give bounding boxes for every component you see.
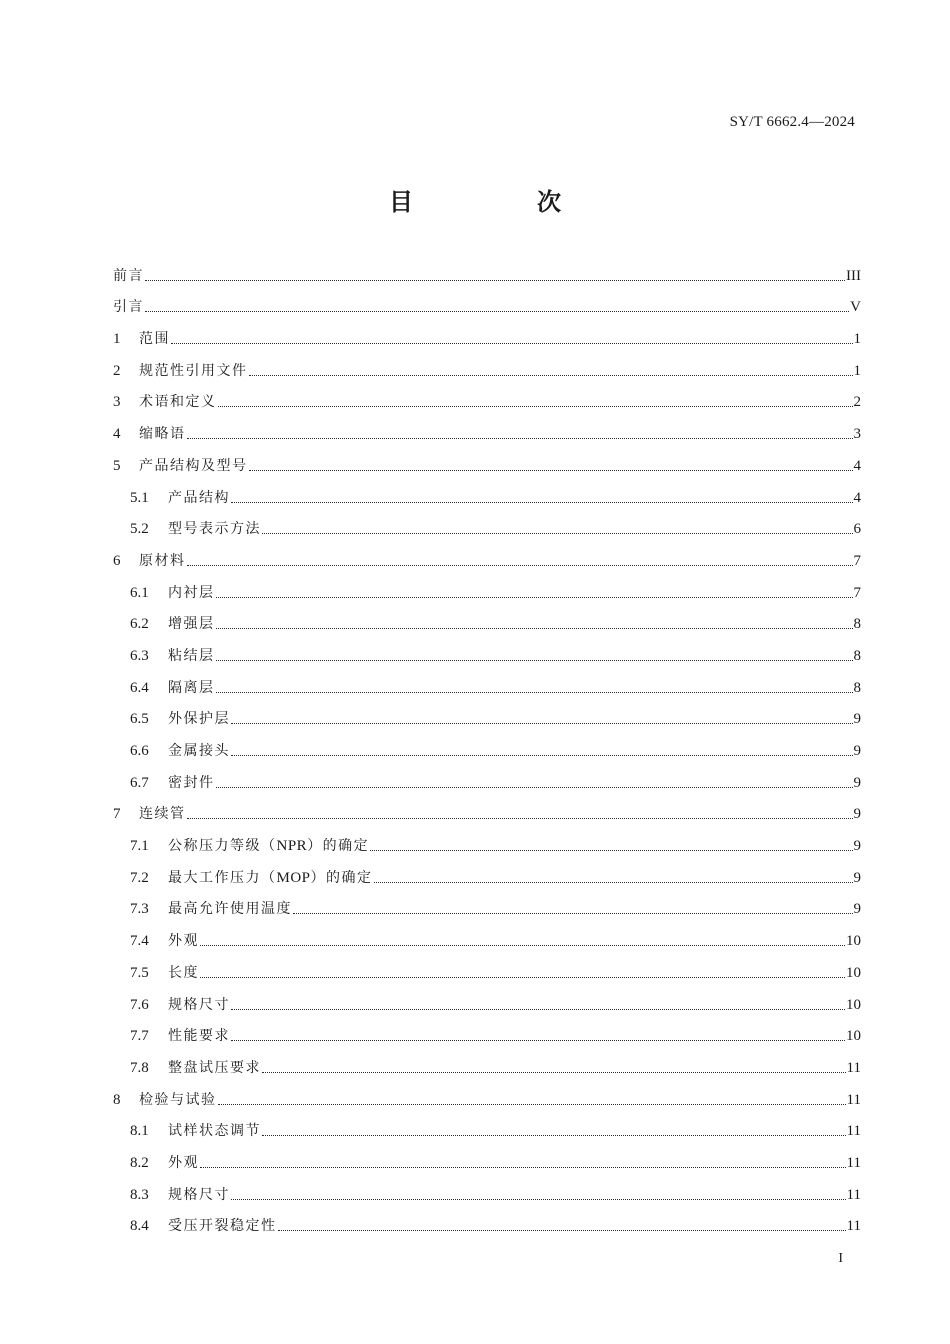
toc-entry-page: 4 — [853, 457, 861, 474]
toc-entry-label: 最高允许使用温度 — [168, 901, 292, 918]
toc-entry-number: 5.1 — [130, 489, 149, 506]
toc-entry-label: 规范性引用文件 — [139, 362, 248, 379]
toc-dot-leader — [374, 882, 853, 883]
toc-dot-leader — [216, 787, 853, 788]
toc-entry[interactable] — [113, 792, 861, 824]
toc-entry[interactable] — [113, 823, 861, 855]
toc-dot-leader — [262, 1135, 846, 1136]
toc-entry-number: 8.2 — [130, 1154, 149, 1171]
toc-dot-leader — [200, 1167, 846, 1168]
toc-entry-page: 8 — [853, 647, 861, 664]
toc-entry-label: 检验与试验 — [139, 1091, 217, 1108]
toc-entry-number: 1 — [113, 331, 121, 348]
toc-entry-label: 增强层 — [168, 616, 215, 633]
toc-entry-label: 整盘试压要求 — [168, 1059, 261, 1076]
toc-dot-leader — [249, 375, 853, 376]
toc-entry-label: 受压开裂稳定性 — [168, 1218, 277, 1235]
toc-entry[interactable] — [113, 348, 861, 380]
page-title: 目 次 — [389, 188, 611, 216]
toc-entry[interactable] — [113, 855, 861, 887]
toc-dot-leader — [216, 597, 853, 598]
toc-dot-leader — [145, 280, 845, 281]
toc-entry[interactable] — [113, 1140, 861, 1172]
toc-entry[interactable] — [113, 887, 861, 919]
toc-entry[interactable] — [113, 1172, 861, 1204]
toc-entry[interactable] — [113, 697, 861, 729]
toc-entry-page: 4 — [853, 489, 861, 506]
toc-entry-page: 7 — [853, 584, 861, 601]
toc-entry-label: 范围 — [139, 331, 170, 348]
toc-dot-leader — [231, 502, 853, 503]
toc-entry-number: 6.7 — [130, 774, 149, 791]
toc-entry-label: 产品结构 — [168, 489, 230, 506]
toc-dot-leader — [262, 533, 853, 534]
toc-entry-label: 粘结层 — [168, 647, 215, 664]
toc-entry[interactable] — [113, 380, 861, 412]
toc-entry-page: 10 — [846, 964, 861, 981]
toc-entry-label: 产品结构及型号 — [139, 457, 248, 474]
toc-entry[interactable] — [113, 538, 861, 570]
toc-dot-leader — [249, 470, 853, 471]
toc-dot-leader — [187, 818, 853, 819]
toc-entry-label: 外保护层 — [168, 711, 230, 728]
toc-entry-number: 3 — [113, 394, 121, 411]
toc-entry[interactable] — [113, 728, 861, 760]
toc-entry[interactable] — [113, 950, 861, 982]
toc-entry-page: 8 — [853, 679, 861, 696]
toc-entry-number: 7.1 — [130, 838, 149, 855]
toc-entry-number: 5 — [113, 457, 121, 474]
toc-entry-page: 11 — [846, 1091, 861, 1108]
toc-entry-page: 10 — [846, 933, 861, 950]
toc-entry-page: 11 — [846, 1186, 861, 1203]
toc-entry-page: 10 — [846, 996, 861, 1013]
toc-dot-leader — [145, 311, 849, 312]
toc-entry-number: 6.6 — [130, 743, 149, 759]
toc-dot-leader — [171, 343, 853, 344]
toc-entry-page: V — [850, 299, 861, 316]
toc-dot-leader — [231, 1009, 845, 1010]
document-code: SY/T 6662.4—2024 — [729, 114, 855, 130]
toc-entry-number: 6.2 — [130, 616, 149, 633]
toc-entry[interactable] — [113, 1109, 861, 1141]
toc-entry-page: 11 — [846, 1123, 861, 1140]
toc-entry[interactable] — [113, 1045, 861, 1077]
toc-entry-page: III — [846, 267, 861, 284]
toc-entry[interactable] — [113, 570, 861, 602]
toc-dot-leader — [231, 755, 853, 756]
page-number: I — [838, 1251, 843, 1266]
toc-entry-number: 7 — [113, 806, 121, 823]
toc-entry-number: 6.1 — [130, 584, 149, 601]
toc-entry-number: 7.2 — [130, 869, 149, 886]
toc-entry[interactable] — [113, 443, 861, 475]
toc-entry-label: 前言 — [113, 267, 144, 284]
toc-dot-leader — [218, 1104, 846, 1105]
toc-entry-label: 公称压力等级（NPR）的确定 — [168, 838, 370, 855]
toc-dot-leader — [262, 1072, 846, 1073]
toc-entry-page: 2 — [853, 394, 861, 411]
toc-entry-page: 11 — [846, 1059, 861, 1076]
toc-entry-page: 9 — [853, 711, 861, 728]
toc-dot-leader — [278, 1230, 846, 1231]
toc-entry[interactable] — [113, 602, 861, 634]
toc-entry[interactable] — [113, 253, 861, 285]
toc-entry-page: 9 — [853, 869, 861, 886]
toc-entry-label: 最大工作压力（MOP）的确定 — [168, 869, 373, 886]
toc-entry-number: 6.4 — [130, 679, 149, 696]
toc-entry-page: 9 — [853, 774, 861, 791]
toc-entry-label: 金属接头 — [168, 743, 230, 759]
toc-dot-leader — [187, 565, 853, 566]
toc-entry-label: 长度 — [168, 964, 199, 981]
toc-entry-number: 7.7 — [130, 1028, 149, 1045]
toc-entry-label: 内衬层 — [168, 584, 215, 601]
toc-entry-label: 型号表示方法 — [168, 521, 261, 538]
toc-entry[interactable] — [113, 633, 861, 665]
toc-entry-number: 6.3 — [130, 647, 149, 664]
toc-dot-leader — [200, 945, 845, 946]
toc-entry-number: 7.6 — [130, 996, 149, 1013]
toc-entry[interactable] — [113, 285, 861, 317]
toc-entry-page: 9 — [853, 743, 861, 759]
toc-entry-number: 6.5 — [130, 711, 149, 728]
toc-entry[interactable] — [113, 1077, 861, 1109]
toc-entry-number: 2 — [113, 362, 121, 379]
toc-entry-page: 9 — [853, 901, 861, 918]
toc-entry-label: 引言 — [113, 299, 144, 316]
toc-entry-label: 外观 — [168, 933, 199, 950]
toc-entry-label: 连续管 — [139, 806, 186, 823]
toc-entry[interactable] — [113, 982, 861, 1014]
toc-entry-number: 4 — [113, 426, 121, 443]
toc-entry[interactable] — [113, 1014, 861, 1046]
toc-entry-label: 原材料 — [139, 552, 186, 569]
toc-entry-number: 8.1 — [130, 1123, 149, 1140]
toc-dot-leader — [216, 692, 853, 693]
toc-entry-label: 外观 — [168, 1154, 199, 1171]
toc-entry-number: 8.3 — [130, 1186, 149, 1203]
toc-dot-leader — [218, 406, 853, 407]
toc-dot-leader — [200, 977, 845, 978]
toc-entry-label: 术语和定义 — [139, 394, 217, 411]
toc-entry[interactable] — [113, 760, 861, 792]
table-of-contents — [113, 253, 861, 1235]
toc-entry-number: 5.2 — [130, 521, 149, 538]
toc-entry-page: 3 — [853, 426, 861, 443]
toc-entry-number: 6 — [113, 552, 121, 569]
toc-entry-number: 7.3 — [130, 901, 149, 918]
toc-dot-leader — [216, 628, 853, 629]
toc-entry[interactable] — [113, 665, 861, 697]
toc-entry-page: 11 — [846, 1218, 861, 1235]
toc-dot-leader — [231, 723, 853, 724]
toc-entry-page: 9 — [853, 806, 861, 823]
toc-entry-page: 10 — [846, 1028, 861, 1045]
toc-entry-page: 8 — [853, 616, 861, 633]
toc-entry-number: 8.4 — [130, 1218, 149, 1235]
toc-dot-leader — [231, 1199, 846, 1200]
toc-entry-label: 规格尺寸 — [168, 1186, 230, 1203]
toc-dot-leader — [187, 438, 853, 439]
toc-entry-page: 9 — [853, 838, 861, 855]
toc-entry-number: 7.5 — [130, 964, 149, 981]
toc-entry-label: 性能要求 — [168, 1028, 230, 1045]
toc-entry[interactable] — [113, 918, 861, 950]
toc-entry-page: 7 — [853, 552, 861, 569]
toc-dot-leader — [231, 1040, 845, 1041]
toc-entry[interactable] — [113, 475, 861, 507]
toc-entry-page: 11 — [846, 1154, 861, 1171]
toc-entry-label: 缩略语 — [139, 426, 186, 443]
toc-dot-leader — [216, 660, 853, 661]
toc-entry[interactable] — [113, 1204, 861, 1236]
toc-entry-page: 6 — [853, 521, 861, 538]
toc-entry-number: 7.8 — [130, 1059, 149, 1076]
toc-entry-page: 1 — [853, 362, 861, 379]
toc-entry-label: 密封件 — [168, 774, 215, 791]
toc-entry-label: 试样状态调节 — [168, 1123, 261, 1140]
toc-entry-page: 1 — [853, 331, 861, 348]
toc-entry-label: 隔离层 — [168, 679, 215, 696]
toc-dot-leader — [370, 850, 852, 851]
toc-entry[interactable] — [113, 507, 861, 539]
toc-entry-number: 7.4 — [130, 933, 149, 950]
toc-entry-number: 8 — [113, 1091, 121, 1108]
toc-entry[interactable] — [113, 411, 861, 443]
toc-entry[interactable] — [113, 316, 861, 348]
toc-entry-label: 规格尺寸 — [168, 996, 230, 1013]
toc-dot-leader — [293, 913, 853, 914]
